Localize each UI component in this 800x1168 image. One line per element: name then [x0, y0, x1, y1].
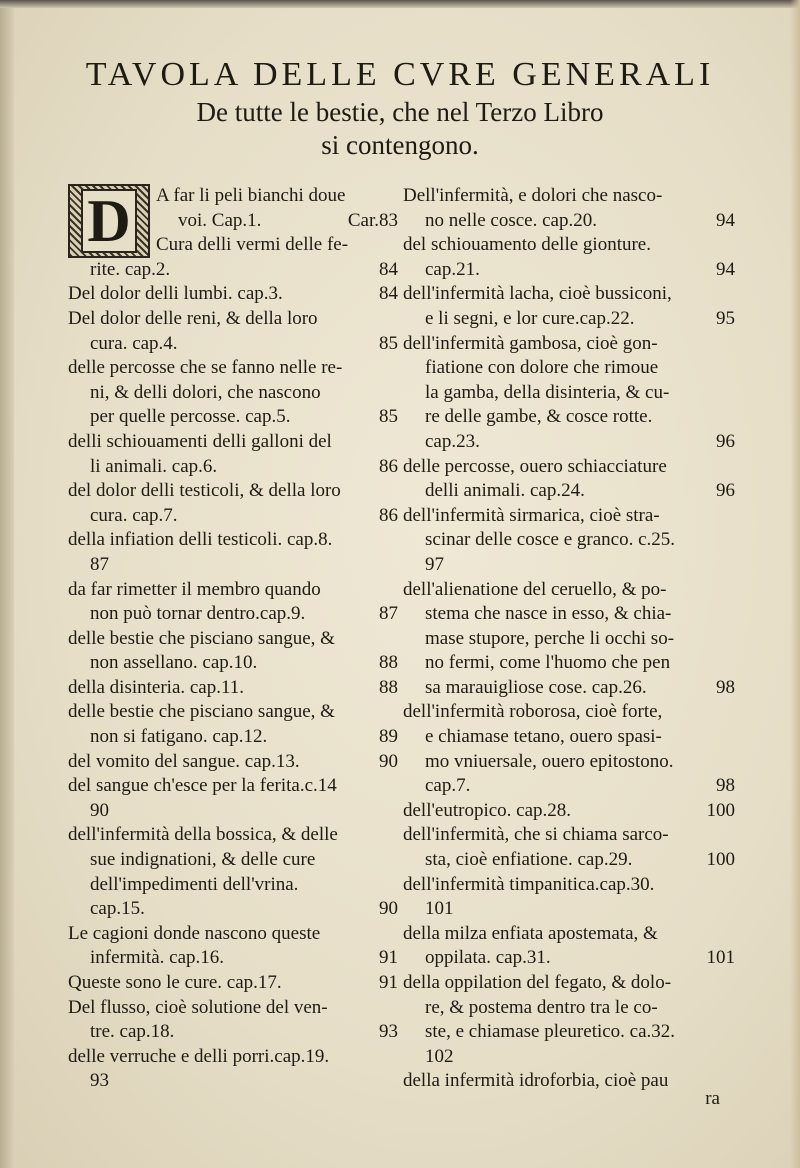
entry-text: Del flusso, cioè solutione del ven- — [68, 996, 328, 1018]
entry-text: dell'infermità roborosa, cioè forte, — [403, 701, 663, 723]
page-number: 100 — [706, 849, 735, 871]
page-number: 94 — [716, 209, 735, 231]
entry-text: delle percosse che se fanno nelle re- — [68, 357, 343, 379]
entry-line — [68, 602, 398, 627]
page-top-edge — [0, 0, 800, 8]
index-entry — [403, 578, 735, 701]
entry-text: no nelle cosce. cap.20. — [425, 209, 597, 231]
entry-text: li animali. cap.6. — [90, 455, 218, 477]
entry-line — [68, 209, 398, 234]
index-entry — [68, 922, 398, 971]
subtitle-line: si contengono. — [321, 130, 479, 160]
entry-text: fiatione con dolore che rimoue — [425, 357, 659, 379]
entry-line — [403, 356, 735, 381]
entry-text: stema che nasce in esso, & chia- — [425, 603, 672, 625]
index-entry — [68, 823, 398, 921]
left-column — [68, 184, 398, 1094]
page-number: 93 — [379, 1021, 398, 1043]
entry-text: e li segni, e lor cure.cap.22. — [425, 307, 635, 329]
entry-line — [68, 971, 398, 996]
entry-text: 102 — [425, 1045, 454, 1067]
entry-text: dell'infermità lacha, cioè bussiconi, — [403, 283, 672, 305]
entry-line — [403, 799, 735, 824]
entry-line — [403, 233, 735, 258]
entry-text: Le cagioni donde nascono queste — [68, 922, 321, 944]
entry-line — [68, 799, 398, 824]
entry-line — [68, 282, 398, 307]
entry-line — [403, 971, 735, 996]
catchword: ra — [705, 1088, 720, 1109]
subtitle-line: De tutte le bestie, che nel Terzo Libro — [196, 97, 604, 127]
index-entry — [68, 971, 398, 996]
entry-line — [403, 528, 735, 553]
entry-text: Del dolor delle reni, & della loro — [68, 307, 318, 329]
entry-line — [68, 725, 398, 750]
entry-line — [68, 848, 398, 873]
index-entry — [68, 1045, 398, 1094]
entry-line — [68, 258, 398, 283]
index-entry — [68, 307, 398, 356]
entry-line — [403, 504, 735, 529]
entry-line — [403, 700, 735, 725]
entry-text: dell'impedimenti dell'vrina. — [90, 873, 299, 895]
index-entry — [403, 823, 735, 872]
entry-line — [403, 823, 735, 848]
entry-line — [403, 1069, 735, 1094]
entry-text: infermità. cap.16. — [90, 947, 225, 969]
entry-text: non si fatigano. cap.12. — [90, 726, 268, 748]
index-entry — [68, 578, 398, 627]
entry-text: cap.23. — [425, 430, 480, 452]
entry-line — [68, 897, 398, 922]
entry-line — [403, 676, 735, 701]
entry-text: mase stupore, perche li occhi so- — [425, 627, 675, 649]
entry-line — [403, 873, 735, 898]
entry-text: delle verruche e delli porri.cap.19. — [68, 1045, 330, 1067]
page-number: 90 — [379, 750, 398, 772]
entry-line — [68, 651, 398, 676]
entry-line — [403, 946, 735, 971]
page-number: 98 — [716, 775, 735, 797]
index-entry — [68, 282, 398, 307]
entry-text: delle percosse, ouero schiacciature — [403, 455, 667, 477]
page-number: 101 — [706, 947, 735, 969]
page-number: 96 — [716, 480, 735, 502]
page-number: 94 — [716, 258, 735, 280]
entry-text: ste, e chiamase pleuretico. ca.32. — [425, 1021, 676, 1043]
entry-line — [68, 873, 398, 898]
index-entry — [403, 1069, 735, 1094]
page-number: 87 — [379, 603, 398, 625]
index-entry — [68, 430, 398, 479]
entry-text: dell'infermità gambosa, cioè gon- — [403, 332, 658, 354]
entry-line — [68, 1045, 398, 1070]
index-entry — [403, 971, 735, 1069]
entry-text: no fermi, come l'huomo che pen — [425, 652, 671, 674]
entry-line — [403, 996, 735, 1021]
entry-text: Cura delli vermi delle fe- — [156, 234, 349, 256]
entry-text: 101 — [425, 898, 454, 920]
entry-text: dell'infermità, che si chiama sarco- — [403, 824, 669, 846]
page-number: 96 — [716, 430, 735, 452]
entry-text: la gamba, della disinteria, & cu- — [425, 381, 670, 403]
page-number: 86 — [379, 504, 398, 526]
entry-line — [68, 233, 398, 258]
entry-text: A far li peli bianchi doue — [156, 185, 346, 206]
page-number: 98 — [716, 676, 735, 698]
index-entry — [68, 356, 398, 430]
entry-text: cura. cap.4. — [90, 332, 178, 354]
index-entry — [403, 504, 735, 578]
entry-line — [403, 578, 735, 603]
page-number: 86 — [379, 455, 398, 477]
entry-line — [403, 332, 735, 357]
entry-text: delli animali. cap.24. — [425, 480, 585, 502]
entry-line — [403, 651, 735, 676]
index-entry — [403, 332, 735, 455]
page-number: 100 — [706, 799, 735, 821]
page-number: 91 — [379, 972, 398, 993]
entry-text: da far rimetter il membro quando — [68, 578, 321, 600]
page-number: 85 — [379, 332, 398, 354]
entry-text: Dell'infermità, e dolori che nasco- — [403, 185, 663, 206]
index-entry — [68, 774, 398, 823]
entry-line — [403, 750, 735, 775]
entry-text: delle bestie che pisciano sangue, & — [68, 701, 335, 723]
index-entry — [68, 528, 398, 577]
entry-line — [403, 602, 735, 627]
entry-line — [403, 307, 735, 332]
entry-text: dell'infermità sirmarica, cioè stra- — [403, 504, 660, 526]
entry-line — [403, 209, 735, 234]
entry-text: della infiation delli testicoli. cap.8. — [68, 529, 333, 551]
index-entry — [403, 873, 735, 922]
entry-line — [68, 455, 398, 480]
entry-line — [403, 848, 735, 873]
index-entry — [68, 184, 398, 233]
page-number: 90 — [379, 898, 398, 920]
entry-line — [68, 528, 398, 553]
entry-line — [68, 430, 398, 455]
page-number: 89 — [379, 726, 398, 748]
entry-text: rite. cap.2. — [90, 258, 171, 280]
entry-line — [68, 676, 398, 701]
entry-text: oppilata. cap.31. — [425, 947, 551, 969]
entry-line — [68, 922, 398, 947]
entry-line — [68, 578, 398, 603]
entry-line — [403, 1045, 735, 1070]
index-entry — [68, 233, 398, 282]
entry-line — [403, 479, 735, 504]
entry-text: 87 — [90, 553, 109, 575]
entry-text: tre. cap.18. — [90, 1021, 175, 1043]
entry-line — [403, 725, 735, 750]
page-number: 88 — [379, 652, 398, 674]
entry-line — [403, 455, 735, 480]
entry-line — [68, 356, 398, 381]
page-number: 91 — [379, 947, 398, 969]
entry-line — [68, 307, 398, 332]
page-number: 88 — [379, 676, 398, 698]
entry-line — [68, 627, 398, 652]
entry-line — [68, 823, 398, 848]
right-column — [403, 184, 735, 1094]
entry-text: cap.21. — [425, 258, 480, 280]
entry-text: 93 — [90, 1070, 109, 1092]
entry-text: Queste sono le cure. cap.17. — [68, 972, 282, 993]
page-number: Car.83 — [347, 209, 398, 231]
entry-line — [68, 1069, 398, 1094]
entry-text: sa marauigliose cose. cap.26. — [425, 676, 647, 698]
index-entry — [68, 750, 398, 775]
entry-line — [68, 1020, 398, 1045]
entry-text: della milza enfiata apostemata, & — [403, 922, 658, 944]
page-subtitle — [0, 96, 800, 162]
entry-line — [68, 184, 398, 209]
entry-text: del dolor delli testicoli, & della loro — [68, 480, 341, 502]
entry-line — [68, 774, 398, 799]
page-number: 95 — [716, 307, 735, 329]
index-entry — [403, 233, 735, 282]
entry-line — [68, 946, 398, 971]
entry-line — [403, 258, 735, 283]
entry-line — [403, 184, 735, 209]
entry-line — [403, 922, 735, 947]
index-entry — [403, 455, 735, 504]
entry-line — [403, 774, 735, 799]
entry-text: cura. cap.7. — [90, 504, 178, 526]
entry-text: scinar delle cosce e granco. c.25. — [425, 529, 676, 551]
entry-text: non assellano. cap.10. — [90, 652, 258, 674]
page-number: 84 — [379, 258, 398, 280]
entry-text: della disinteria. cap.11. — [68, 676, 245, 698]
entry-text: dell'alienatione del ceruello, & po- — [403, 578, 667, 600]
entry-line — [403, 381, 735, 406]
entry-text: cap.15. — [90, 898, 145, 920]
entry-text: del schiouamento delle gionture. — [403, 234, 651, 256]
index-entry — [68, 996, 398, 1045]
entry-line — [68, 700, 398, 725]
index-entry — [403, 282, 735, 331]
entry-line — [403, 430, 735, 455]
entry-text: re delle gambe, & cosce rotte. — [425, 406, 653, 428]
entry-text: dell'infermità timpanitica.cap.30. — [403, 873, 655, 895]
entry-text: re, & postema dentro tra le co- — [425, 996, 658, 1018]
entry-text: delli schiouamenti delli galloni del — [68, 430, 332, 452]
entry-line — [68, 750, 398, 775]
entry-text: 97 — [425, 553, 444, 575]
index-entry — [403, 700, 735, 798]
entry-text: non può tornar dentro.cap.9. — [90, 603, 306, 625]
entry-line — [68, 405, 398, 430]
initial-letter: D — [81, 189, 136, 253]
index-entry — [403, 184, 735, 233]
entry-line — [68, 479, 398, 504]
entry-text: dell'infermità della bossica, & delle — [68, 824, 338, 846]
entry-line — [403, 405, 735, 430]
index-entry — [68, 676, 398, 701]
entry-text: del sangue ch'esce per la ferita.c.14 — [68, 775, 337, 797]
entry-text: e chiamase tetano, ouero spasi- — [425, 726, 662, 748]
entry-line — [403, 627, 735, 652]
entry-text: della oppilation del fegato, & dolo- — [403, 972, 672, 993]
page-gutter — [0, 0, 14, 1168]
entry-text: della infermità idroforbia, cioè pau — [403, 1070, 669, 1092]
entry-line — [403, 282, 735, 307]
entry-text: delle bestie che pisciano sangue, & — [68, 627, 335, 649]
entry-line — [403, 897, 735, 922]
page-number: 85 — [379, 406, 398, 428]
entry-text: del vomito del sangue. cap.13. — [68, 750, 300, 772]
index-entry — [68, 479, 398, 528]
page-number: 84 — [379, 283, 398, 305]
page-title: TAVOLA DELLE CVRE GENERALI — [85, 56, 715, 93]
entry-text: Del dolor delli lumbi. cap.3. — [68, 283, 283, 305]
index-entry — [68, 627, 398, 676]
entry-line — [403, 1020, 735, 1045]
index-entry — [403, 799, 735, 824]
entry-text: dell'eutropico. cap.28. — [403, 799, 572, 821]
entry-line — [68, 332, 398, 357]
index-entry — [68, 700, 398, 749]
entry-text: ni, & delli dolori, che nascono — [90, 381, 321, 403]
entry-line — [403, 553, 735, 578]
entry-line — [68, 504, 398, 529]
entry-text: mo vniuersale, ouero epitostono. — [425, 750, 674, 772]
entry-text: sue indignationi, & delle cure — [90, 849, 316, 871]
entry-text: cap.7. — [425, 775, 471, 797]
entry-text: voi. Cap.1. — [178, 209, 262, 231]
page-right-edge — [790, 0, 800, 1168]
entry-text: per quelle percosse. cap.5. — [90, 406, 291, 428]
index-entry — [403, 922, 735, 971]
entry-line — [68, 553, 398, 578]
entry-text: sta, cioè enfiatione. cap.29. — [425, 849, 633, 871]
entry-line — [68, 996, 398, 1021]
entry-line — [68, 381, 398, 406]
entry-text: 90 — [90, 799, 109, 821]
